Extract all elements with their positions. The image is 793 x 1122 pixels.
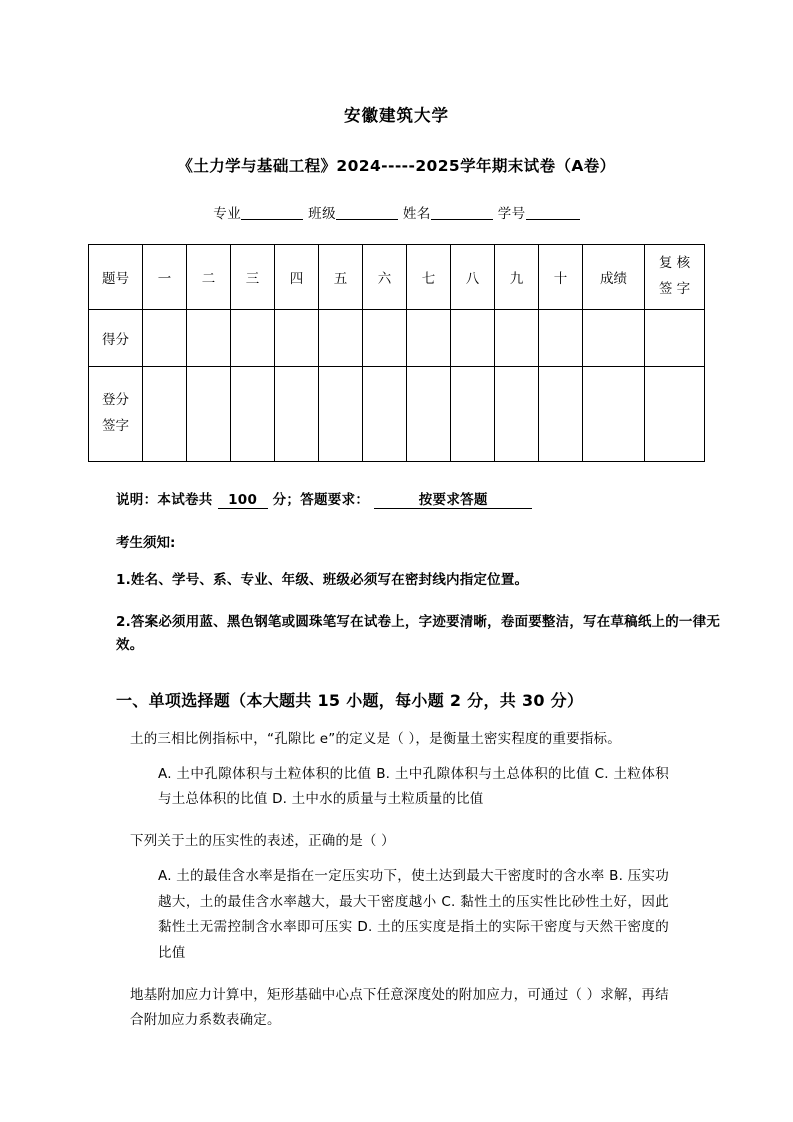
score-cell-4[interactable] [275, 310, 319, 367]
register-cell-3[interactable] [231, 367, 275, 462]
register-cell-total[interactable] [583, 367, 645, 462]
section-title-multiple-choice: 一、单项选择题（本大题共 15 小题，每小题 2 分，共 30 分） [116, 690, 584, 710]
register-line-2: 签字 [102, 418, 129, 434]
score-cell-3[interactable] [231, 310, 275, 367]
col-header-1: 一 [143, 245, 187, 310]
class-label: 班级 [308, 206, 337, 222]
total-points-value: 100 [218, 492, 268, 509]
score-cell-5[interactable] [319, 310, 363, 367]
question-stem: 下列关于土的压实性的表述，正确的是（ ） [130, 833, 395, 850]
col-header-5: 五 [319, 245, 363, 310]
table-row [89, 245, 705, 310]
col-header-total: 成绩 [583, 245, 645, 310]
student-info-line [72, 202, 721, 222]
col-header-10: 十 [539, 245, 583, 310]
score-cell-total[interactable] [583, 310, 645, 367]
review-line-2: 签 字 [658, 281, 691, 297]
score-cell-10[interactable] [539, 310, 583, 367]
register-cell-10[interactable] [539, 367, 583, 462]
register-cell-1[interactable] [143, 367, 187, 462]
register-cell-5[interactable] [319, 367, 363, 462]
row-label-register-signature [89, 367, 143, 462]
score-cell-6[interactable] [363, 310, 407, 367]
register-cell-9[interactable] [495, 367, 539, 462]
note-prefix: 说明：本试卷共 [116, 492, 213, 508]
register-line-1: 登分 [102, 392, 129, 409]
register-cell-8[interactable] [451, 367, 495, 462]
col-header-2: 二 [187, 245, 231, 310]
question-options: A. 土的最佳含水率是指在一定压实功下，使土达到最大干密度时的含水率 B. 压实功越大，土的最佳含水率越大，最大干密度越小 C. 黏性土的压实性比砂性土好，因此黏性土无需控制含水率即可压实 D. 土的压实度是指土的实际干密度与天然干密度的比值 [158, 868, 669, 962]
score-cell-2[interactable] [187, 310, 231, 367]
notice-item-2: 2.答案必须用蓝、黑色钢笔或圆珠笔写在试卷上，字迹要清晰，卷面要整洁，写在草稿纸上的一律无效。 [116, 613, 721, 654]
col-header-review-signature [645, 245, 705, 310]
review-line-1: 复 核 [658, 255, 691, 272]
answer-requirement-value: 按要求答题 [374, 488, 532, 509]
col-header-9: 九 [495, 245, 539, 310]
score-cell-8[interactable] [451, 310, 495, 367]
question-stem: 土的三相比例指标中，“孔隙比 e”的定义是（ ），是衡量土密实程度的重要指标。 [130, 730, 621, 747]
register-cell-2[interactable] [187, 367, 231, 462]
page-title: 安徽建筑大学 [344, 106, 449, 125]
exam-note-line [116, 488, 721, 509]
note-middle: 分；答题要求： [272, 492, 370, 508]
question-options: A. 土中孔隙体积与土粒体积的比值 B. 土中孔隙体积与土总体积的比值 C. 土粒体积与土总体积的比值 D. 土中水的质量与土粒质量的比值 [158, 765, 669, 808]
row-label-question-no: 题号 [89, 245, 143, 310]
name-field[interactable] [431, 204, 493, 220]
name-label: 姓名 [402, 206, 431, 222]
major-field[interactable] [241, 204, 303, 220]
col-header-3: 三 [231, 245, 275, 310]
register-cell-4[interactable] [275, 367, 319, 462]
col-header-4: 四 [275, 245, 319, 310]
table-row [89, 310, 705, 367]
score-cell-9[interactable] [495, 310, 539, 367]
score-cell-7[interactable] [407, 310, 451, 367]
student-id-field[interactable] [526, 204, 580, 220]
col-header-7: 七 [407, 245, 451, 310]
table-row [89, 367, 705, 462]
score-cell-review[interactable] [645, 310, 705, 367]
row-label-score: 得分 [89, 310, 143, 367]
col-header-8: 八 [451, 245, 495, 310]
score-table [88, 244, 705, 462]
notice-heading: 考生须知: [116, 535, 176, 551]
col-header-6: 六 [363, 245, 407, 310]
register-cell-6[interactable] [363, 367, 407, 462]
notice-item-1: 1.姓名、学号、系、专业、年级、班级必须写在密封线内指定位置。 [116, 572, 529, 588]
major-label: 专业 [213, 206, 242, 222]
student-id-label: 学号 [497, 206, 526, 222]
register-cell-review[interactable] [645, 367, 705, 462]
class-field[interactable] [336, 204, 398, 220]
register-cell-7[interactable] [407, 367, 451, 462]
exam-title: 《土力学与基础工程》2024-----2025学年期末试卷（A卷） [177, 157, 616, 175]
question-stem: 地基附加应力计算中，矩形基础中心点下任意深度处的附加应力，可通过（ ）求解，再结合附加应力系数表确定。 [130, 986, 669, 1028]
score-cell-1[interactable] [143, 310, 187, 367]
